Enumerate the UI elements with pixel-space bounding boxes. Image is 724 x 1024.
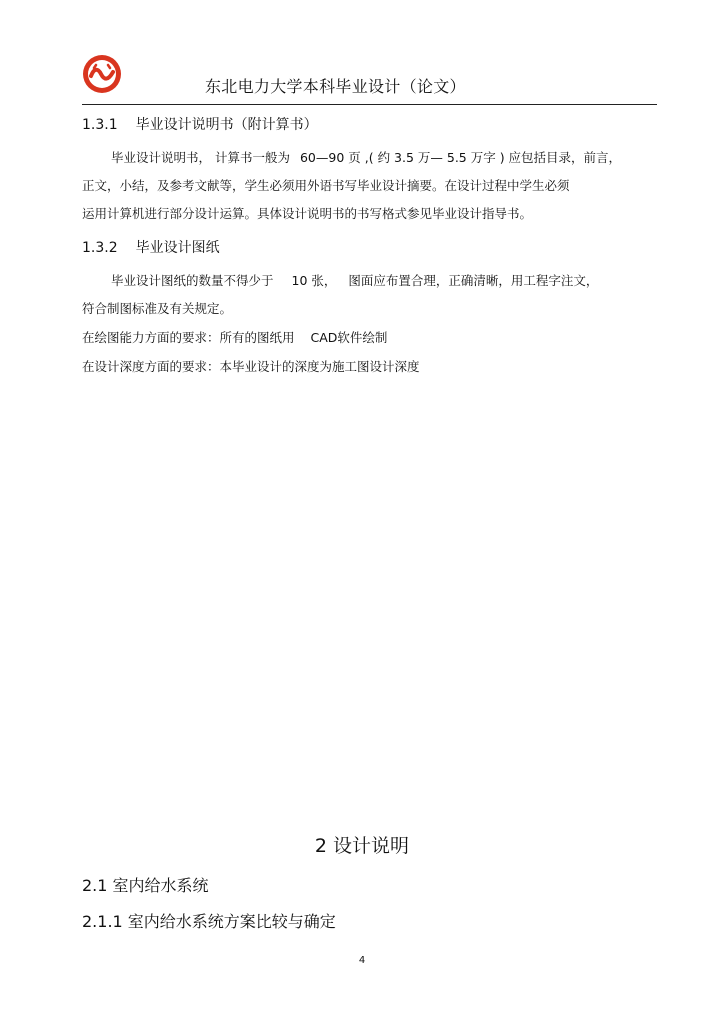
paragraph-line [111, 273, 598, 289]
section-title: 毕业设计说明书（附计算书） [135, 117, 318, 133]
section-number: 1.3.1 [82, 117, 118, 133]
paragraph-line [82, 330, 387, 346]
text-run: 60—90 页 ,( 约 3.5 万— 5.5 万字 ) 应包括目录，前言， [299, 150, 622, 165]
text-run: 毕业设计图纸的数量不得少于 [111, 273, 274, 288]
chapter-title: 2 设计说明 [314, 835, 410, 857]
paragraph-line: 在设计深度方面的要求：本毕业设计的深度为施工图设计深度 [82, 359, 420, 374]
header-divider [82, 104, 657, 105]
text-run: 毕业设计说明书， 计算书一般为 [111, 150, 290, 165]
university-logo-icon [82, 54, 122, 94]
section-heading-1-3-2 [82, 239, 220, 257]
section-heading-2-1-1: 2.1.1 室内给水系统方案比较与确定 [82, 912, 336, 931]
page-number: 4 [358, 955, 366, 966]
text-run: 在绘图能力方面的要求：所有的图纸用 [82, 330, 295, 345]
section-title: 毕业设计图纸 [135, 240, 220, 256]
paragraph-line: 运用计算机进行部分设计运算。具体设计说明书的书写格式参见毕业设计指导书。 [82, 206, 533, 221]
paragraph-line: 符合制图标准及有关规定。 [82, 301, 233, 316]
text-run: CAD软件绘制 [310, 330, 388, 345]
text-run: 10 张， [291, 273, 337, 288]
section-heading-2-1: 2.1 室内给水系统 [82, 876, 209, 895]
section-number: 1.3.2 [82, 240, 118, 256]
header-title: 东北电力大学本科毕业设计（论文） [205, 77, 466, 96]
section-heading-1-3-1 [82, 116, 318, 134]
paragraph-line: 正文，小结，及参考文献等，学生必须用外语书写毕业设计摘要。在设计过程中学生必须 [82, 178, 570, 193]
text-run: 图面应布置合理，正确清晰，用工程字注文， [348, 273, 599, 288]
paragraph-line [111, 150, 621, 166]
